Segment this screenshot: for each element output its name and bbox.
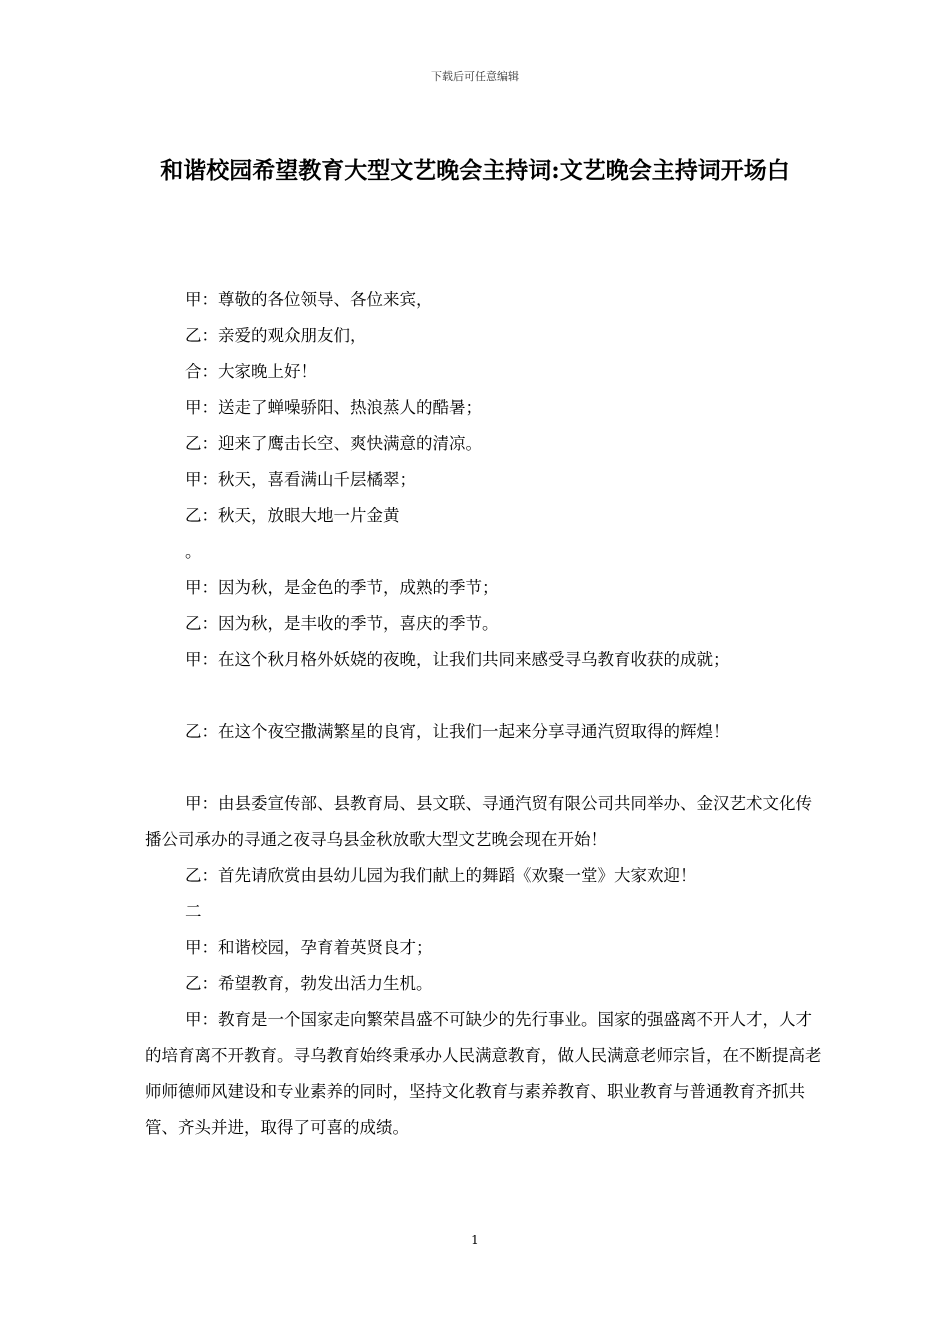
- paragraph: 乙：希望教育，勃发出活力生机。: [185, 974, 433, 993]
- paragraph: 甲：在这个秋月格外妖娆的夜晚，让我们共同来感受寻乌教育收获的成就；: [185, 650, 730, 669]
- paragraph: 。: [185, 542, 202, 561]
- paragraph: 甲：和谐校园，孕育着英贤良才；: [185, 938, 433, 957]
- paragraph: 乙：亲爱的观众朋友们，: [185, 326, 367, 345]
- document-title: 和谐校园希望教育大型文艺晚会主持词:文艺晚会主持词开场白: [160, 157, 790, 184]
- paragraph: 二: [185, 902, 202, 921]
- page-header: 下载后可任意编辑: [431, 70, 519, 83]
- paragraph: 乙：因为秋，是丰收的季节，喜庆的季节。: [185, 614, 499, 633]
- paragraph: 甲：因为秋，是金色的季节，成熟的季节；: [185, 578, 499, 597]
- paragraph: 乙：在这个夜空撒满繁星的良宵，让我们一起来分享寻通汽贸取得的辉煌！: [185, 722, 730, 741]
- paragraph: 甲：秋天，喜看满山千层橘翠；: [185, 470, 416, 489]
- paragraph: 乙：首先请欣赏由县幼儿园为我们献上的舞蹈《欢聚一堂》大家欢迎！: [185, 866, 697, 885]
- paragraph: 甲：教育是一个国家走向繁荣昌盛不可缺少的先行事业。国家的强盛离不开人才，人才的培育离不开教育。寻乌教育始终秉承办人民满意教育，做人民满意老师宗旨，在不断提高老师师德师风建设和专业素养的同时，坚持文化教育与素养教育、职业教育与普通教育齐抓共管、齐头并进，取得了可喜的成绩。: [145, 1010, 822, 1137]
- paragraph: 甲：尊敬的各位领导、各位来宾，: [185, 290, 433, 309]
- paragraph: 乙：秋天，放眼大地一片金黄: [185, 506, 400, 525]
- paragraph: 甲：由县委宣传部、县教育局、县文联、寻通汽贸有限公司共同举办、金汉艺术文化传播公司承办的寻通之夜寻乌县金秋放歌大型文艺晚会现在开始！: [145, 794, 812, 849]
- paragraph: 甲：送走了蝉噪骄阳、热浪蒸人的酷暑；: [185, 398, 482, 417]
- page-number: 1: [471, 1233, 479, 1247]
- paragraph: 乙：迎来了鹰击长空、爽快满意的清凉。: [185, 434, 482, 453]
- paragraph: 合：大家晚上好！: [185, 362, 317, 381]
- document-body: [145, 282, 825, 1146]
